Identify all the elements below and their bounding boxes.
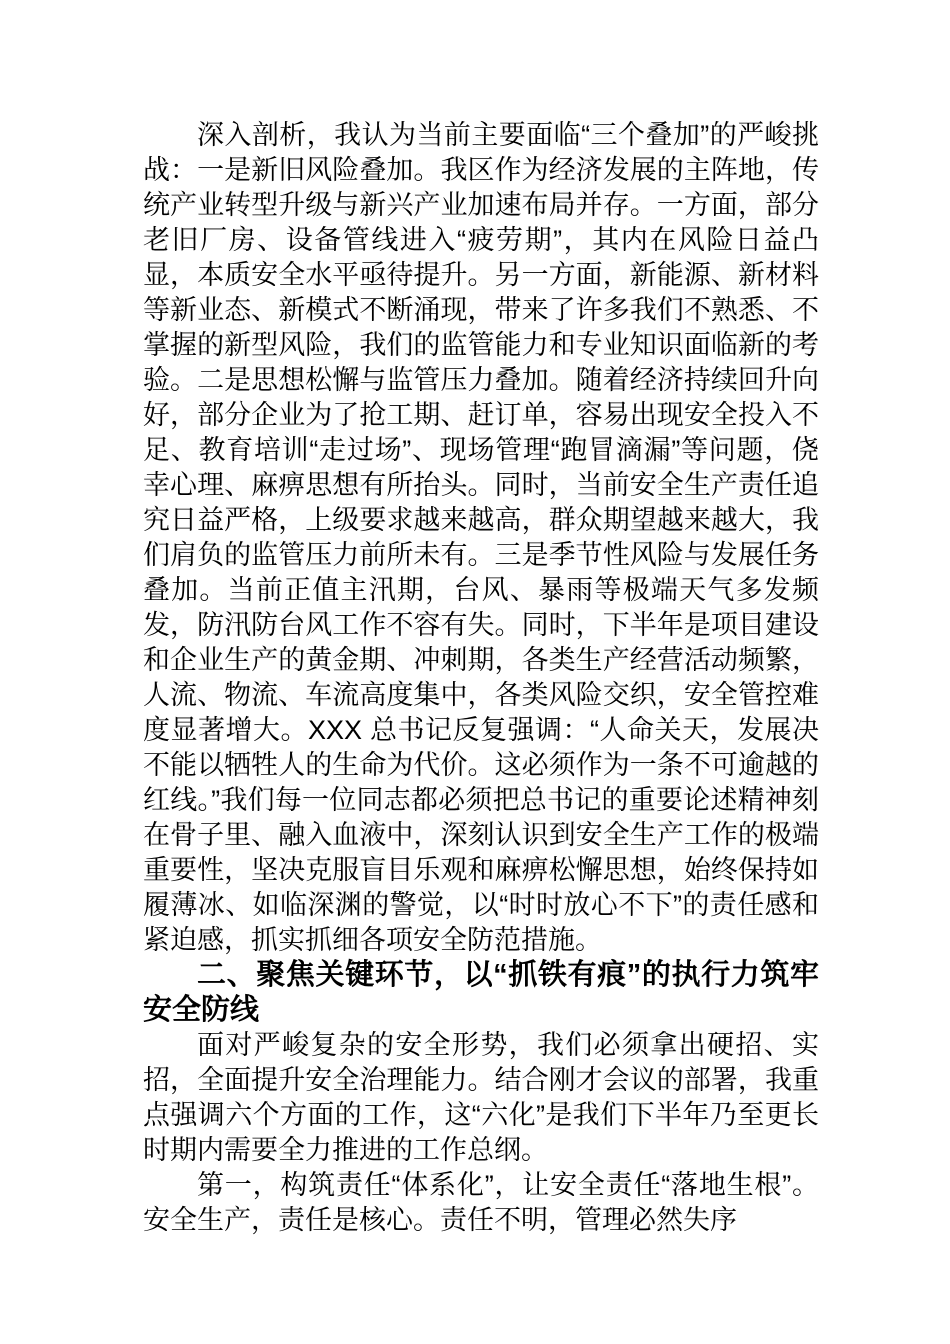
paragraph-risk-analysis: 深入剖析，我认为当前主要面临“三个叠加”的严峻挑战：一是新旧风险叠加。我区作为经济发展的主阵地，传统产业转型升级与新兴产业加速布局并存。一方面，部分老旧厂房、设备管线进入“疲劳期”，其内在风险日益凸显，本质安全水平亟待提升。另一方面，新能源、新材料等新业态、新模式不断涌现，带来了许多我们不熟悉、不掌握的新型风险，我们的监管能力和专业知识面临新的考验。二是思想松懈与监管压力叠加。随着经济持续回升向好，部分企业为了抢工期、赶订单，容易出现安全投入不足、教育培训“走过场”、现场管理“跑冒滴漏”等问题，侥幸心理、麻痹思想有所抬头。同时，当前安全生产责任追究日益严格，上级要求越来越高，群众期望越来越大，我们肩负的监管压力前所未有。三是季节性风险与发展任务叠加。当前正值主汛期，台风、暴雨等极端天气多发频发，防汛防台风工作不容有失。同时，下半年是项目建设和企业生产的黄金期、冲刺期，各类生产经营活动频繁，人流、物流、车流高度集中，各类风险交织，安全管控难度显著增大。XXX 总书记反复强调：“人命关天，发展决不能以牺牲人的生命为代价。这必须作为一条不可逾越的红线。”我们每一位同志都必须把总书记的重要论述精神刻在骨子里、融入血液中，深刻认识到安全生产工作的极端重要性，坚决克服盲目乐观和麻痹松懈思想，始终保持如履薄冰、如临深渊的警觉，以“时时放心不下”的责任感和紧迫感，抓实抓细各项安全防范措施。 xyxy=(143,120,819,955)
paragraph-overall-deployment: 面对严峻复杂的安全形势，我们必须拿出硬招、实招，全面提升安全治理能力。结合刚才会议的部署，我重点强调六个方面的工作，这“六化”是我们下半年乃至更长时期内需要全力推进的工作总纲。 xyxy=(143,1030,819,1165)
document-text-block xyxy=(143,118,819,1238)
paragraph-first-point-responsibility: 第一，构筑责任“体系化”，让安全责任“落地生根”。安全生产，责任是核心。责任不明，管理必然失序 xyxy=(143,1170,819,1235)
section-heading-part-two: 二、聚焦关键环节，以“抓铁有痕”的执行力筑牢安全防线 xyxy=(143,959,819,1026)
